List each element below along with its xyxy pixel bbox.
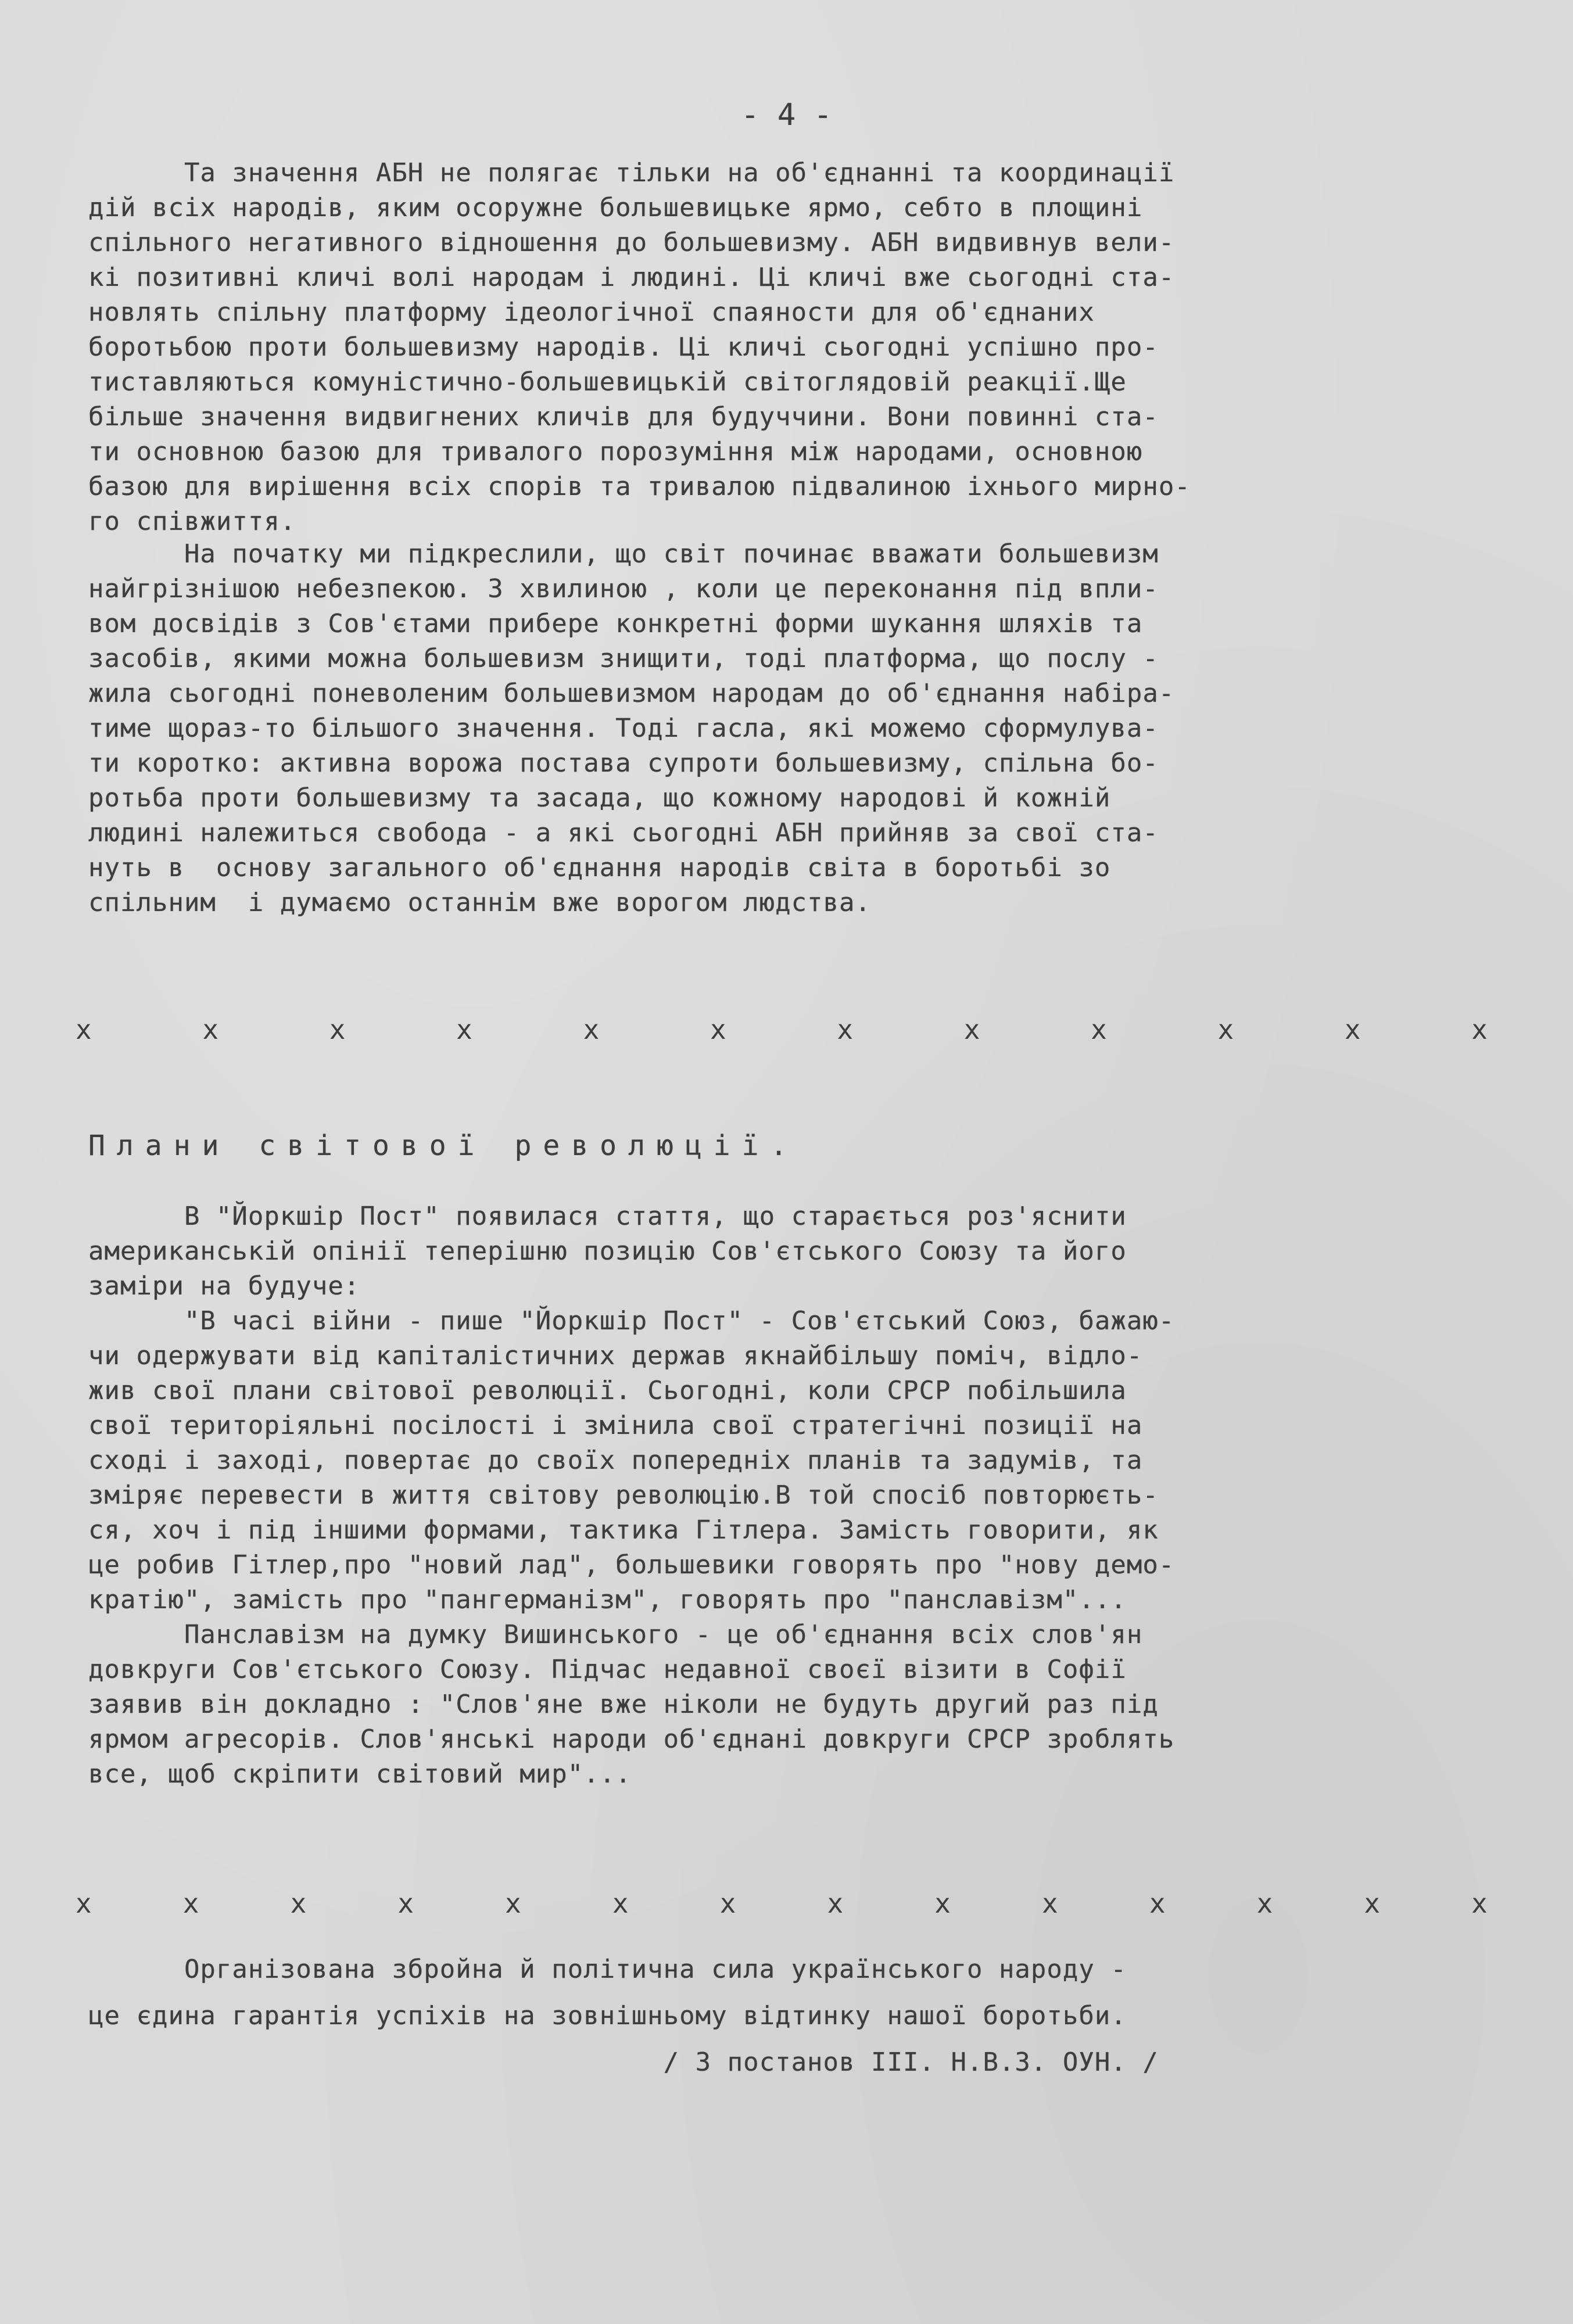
paragraph1-line: Та значення АБН не полягає тільки на об'єднанні та координації [88, 158, 1175, 188]
separator-mark: x [202, 1014, 219, 1045]
paragraph1-line: новлять спільну платформу ідеологічної спаяности для об'єднаних [88, 297, 1095, 327]
paragraph1-line: спільного негативного відношення до большевизму. АБН видвивнув вели- [88, 228, 1175, 257]
separator-mark: x [934, 1888, 951, 1919]
separator-mark: x [1471, 1888, 1488, 1919]
closing-line: Організована збройна й політична сила українського народу - [88, 1954, 1127, 1984]
paragraph3-line: сході і заході, повертає до своїх попередніх планів та задумів, та [88, 1446, 1143, 1475]
separator-mark: x [505, 1888, 521, 1919]
paragraph3-line: чи одержувати від капіталістичних держав якнайбільшу поміч, відло- [88, 1341, 1143, 1371]
separator-row [76, 1012, 1488, 1047]
paragraph1-line: боротьбою проти большевизму народів. Ці кличі сьогодні успішно про- [88, 332, 1159, 362]
separator-mark: x [1256, 1888, 1273, 1919]
paragraph3-line: довкруги Сов'єтського Союзу. Підчас недавної своєї візити в Софії [88, 1655, 1127, 1684]
paragraph2-line: вом досвідів з Сов'єтами прибере конкретні форми шукання шляхів та [88, 609, 1143, 639]
closing-line: це єдина гарантія успіхів на зовнішньому відтинку нашої боротьби. [88, 2001, 1127, 2031]
separator-mark: x [1344, 1014, 1361, 1045]
separator-mark: x [1149, 1888, 1166, 1919]
separator-mark: x [1364, 1888, 1381, 1919]
page-number: - 4 - [741, 98, 832, 132]
paragraph1-line: кі позитивні кличі волі народам і людині. Ці кличі вже сьогодні ста- [88, 263, 1175, 292]
paragraph3-line: "В часі війни - пише "Йоркшір Пост" - Сов'єтський Союз, бажаю- [88, 1306, 1175, 1336]
separator-mark: x [1091, 1014, 1107, 1045]
paragraph3-line: В "Йоркшір Пост" появилася стаття, що старається роз'яснити [88, 1202, 1127, 1231]
paragraph3-line: заміри на будуче: [88, 1271, 360, 1301]
paragraph3-line: все, щоб скріпити світовий мир"... [88, 1759, 632, 1789]
paragraph2-line: спільним і думаємо останнім вже ворогом людства. [88, 888, 872, 917]
paragraph1-line: го співжиття. [88, 507, 296, 536]
separator-mark: x [1042, 1888, 1058, 1919]
paragraph2-line: людині належиться свобода - а які сьогодні АБН прийняв за свої ста- [88, 818, 1159, 848]
paragraph3-line: жив свої плани світової революції. Сьогодні, коли СРСР побільшила [88, 1376, 1127, 1405]
separator-mark: x [76, 1888, 92, 1919]
paragraph2-line: найгрізнішою небезпекою. З хвилиною , коли це переконання під впли- [88, 574, 1159, 604]
separator-mark: x [290, 1888, 307, 1919]
paragraph3-line: зміряє перевести в життя світову революцію.В той спосіб повторюєть- [88, 1480, 1159, 1510]
paragraph3-line: ся, хоч і під іншими формами, тактика Гітлера. Замість говорити, як [88, 1515, 1159, 1545]
paragraph1-line: дій всіх народів, яким осоружне большевицьке ярмо, себто в площині [88, 193, 1143, 223]
paragraph2-line: жила сьогодні поневоленим большевизмом народам до об'єднання набіра- [88, 679, 1175, 708]
separator-mark: x [397, 1888, 414, 1919]
paragraph3-line: це робив Гітлер,про "новий лад", большевики говорять про "нову демо- [88, 1550, 1175, 1580]
separator-mark: x [719, 1888, 736, 1919]
paragraph2-line: На початку ми підкреслили, що світ починає вважати большевизм [88, 539, 1159, 569]
paragraph2-line: тиме щораз-то більшого значення. Тоді гасла, які можемо сформулува- [88, 713, 1159, 743]
separator-mark: x [710, 1014, 726, 1045]
separator-mark: x [1217, 1014, 1234, 1045]
separator-mark: x [1471, 1014, 1488, 1045]
section-heading: Плани світової революції. [88, 1129, 799, 1162]
paragraph3-line: Панславізм на думку Вишинського - це об'єднання всіх слов'ян [88, 1620, 1143, 1649]
separator-mark: x [76, 1014, 92, 1045]
paragraph3-line: ярмом агресорів. Слов'янські народи об'єднані довкруги СРСР зроблять [88, 1724, 1175, 1754]
paragraph3-line: кратію", замість про "пангерманізм", говорять про "панславізм"... [88, 1585, 1127, 1615]
paragraph2-line: нуть в основу загального об'єднання народів світа в боротьбі зо [88, 853, 1111, 883]
separator-mark: x [612, 1888, 629, 1919]
separator-mark: x [456, 1014, 472, 1045]
separator-mark: x [837, 1014, 854, 1045]
separator-mark: x [329, 1014, 346, 1045]
paragraph3-line: свої територіяльні посілості і змінила свої стратегічні позиції на [88, 1411, 1143, 1440]
paragraph1-line: базою для вирішення всіх спорів та тривалою підвалиною іхнього мирно- [88, 472, 1191, 501]
paragraph2-line: засобів, якими можна большевизм знищити, тоді платформа, що послу - [88, 644, 1159, 673]
separator-mark: x [827, 1888, 844, 1919]
paragraph3-line: американській опінії теперішню позицію Сов'єтського Союзу та його [88, 1236, 1127, 1266]
separator-mark: x [583, 1014, 600, 1045]
paragraph1-line: ти основною базою для тривалого порозуміння між народами, основною [88, 437, 1143, 467]
separator-row [76, 1886, 1488, 1921]
paragraph1-line: більше значення видвигнених кличів для будуччини. Вони повинні ста- [88, 402, 1159, 432]
paragraph2-line: ти коротко: активна ворожа постава супроти большевизму, спільна бо- [88, 748, 1159, 778]
paragraph2-line: ротьба проти большевизму та засада, що кожному народові й кожній [88, 783, 1111, 813]
paragraph3-line: заявив він докладно : "Слов'яне вже ніколи не будуть другий раз під [88, 1690, 1159, 1719]
closing-signature: / З постанов III. Н.В.З. ОУН. / [88, 2047, 1159, 2077]
separator-mark: x [963, 1014, 980, 1045]
separator-mark: x [182, 1888, 199, 1919]
paragraph1-line: тиставляються комуністично-большевицькій світоглядовій реакції.Ще [88, 367, 1127, 397]
